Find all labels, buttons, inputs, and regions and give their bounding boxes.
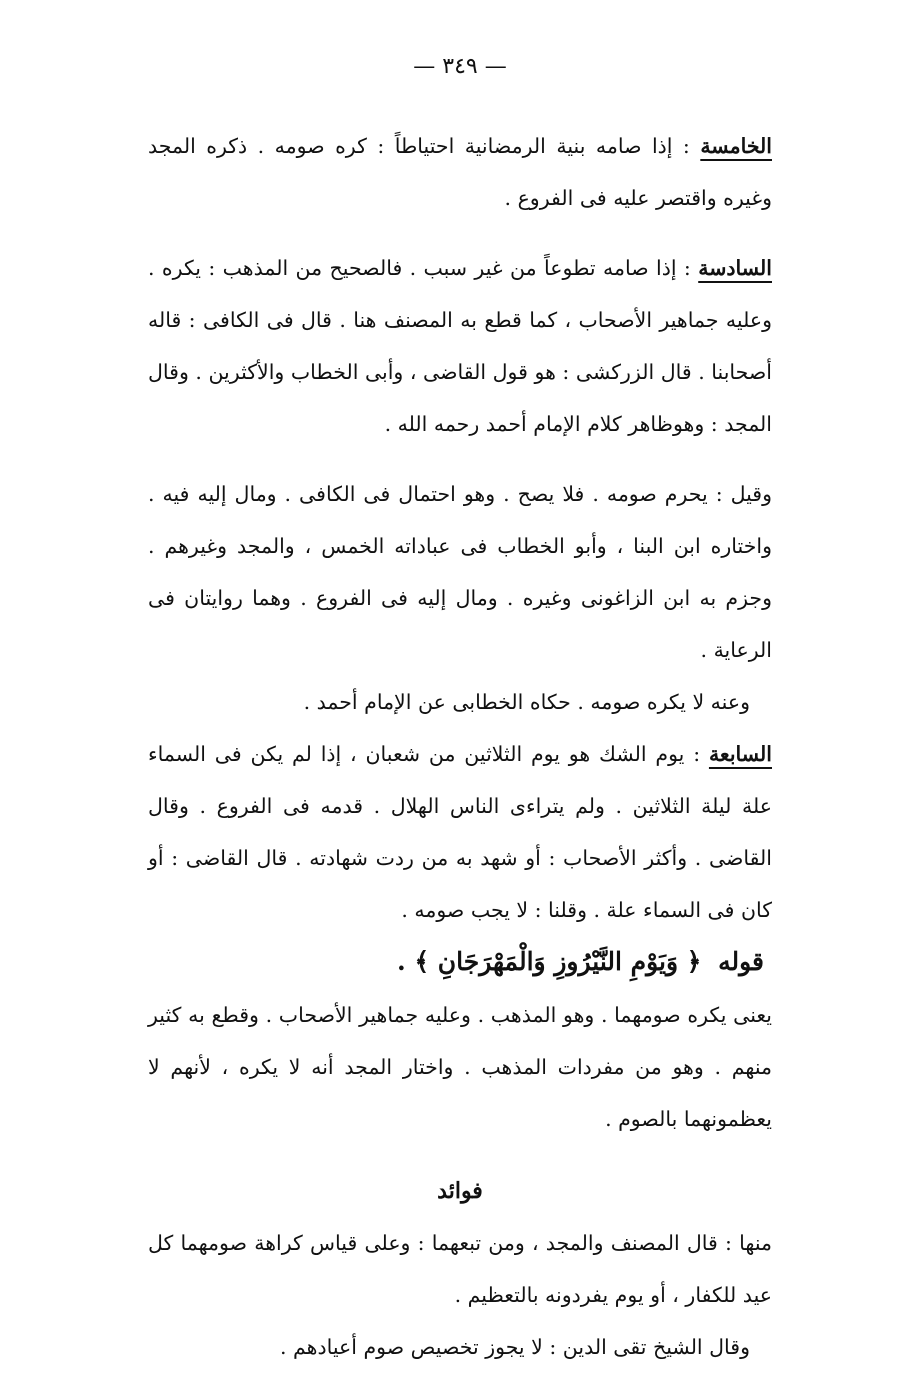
paragraph-seventh — [148, 728, 772, 936]
page-body — [148, 120, 772, 1373]
qawluhu-label: قوله — [718, 947, 764, 976]
paragraph-fifth — [148, 120, 772, 224]
paragraph-shaykh — [148, 1321, 772, 1373]
paragraph-text: وقيل : يحرم صومه . فلا يصح . وهو احتمال فى الكافى . ومال إليه فيه . واختاره ابن البنا ، وأبو الخطاب فى عباداته الخمس ، والمجد وغيرهم . وجزم به ابن الزاغونى وغيره . ومال إليه فى الفروع . وهما روايتان فى الرعاية . — [148, 482, 773, 662]
paragraph-label: السابعة — [708, 742, 772, 766]
paragraph-label: السادسة — [698, 256, 772, 280]
paragraph-minha — [148, 1217, 772, 1321]
quoted-text-line — [148, 936, 772, 989]
quoted-text: ﴿ وَيَوْمِ النَّيْرُوزِ وَالْمَهْرَجَانِ ﴾ . — [397, 947, 711, 976]
page-number: — ٣٤٩ — — [413, 54, 507, 79]
paragraph-qila — [148, 468, 772, 676]
paragraph-label: الخامسة — [700, 134, 772, 158]
section-heading-fawaid: فوائد — [437, 1178, 483, 1204]
paragraph-text: : إذا صامه بنية الرمضانية احتياطاً : كره صومه . ذكره المجد وغيره واقتصر عليه فى الفروع . — [148, 134, 772, 210]
paragraph-text: : إذا صامه تطوعاً من غير سبب . فالصحيح من المذهب : يكره . وعليه جماهير الأصحاب ، كما قطع به المصنف هنا . قال فى الكافى : قاله أصحابنا . قال الزركشى : هو قول القاضى ، وأبى الخطاب والأكثرين . وقال المجد : وهوظاهر كلام الإمام أحمد رحمه الله . — [148, 256, 772, 436]
paragraph-text: منها : قال المصنف والمجد ، ومن تبعهما : وعلى قياس كراهة صومهما كل عيد للكفار ، أو يوم يفردونه بالتعظيم . — [148, 1231, 772, 1307]
paragraph-text: وعنه لا يكره صومه . حكاه الخطابى عن الإمام أحمد . — [303, 690, 750, 714]
paragraph-anhu — [148, 676, 772, 728]
paragraph-commentary — [148, 989, 772, 1145]
paragraph-text: : يوم الشك هو يوم الثلاثين من شعبان ، إذا لم يكن فى السماء علة ليلة الثلاثين . ولم يتراءى الناس الهلال . قدمه فى الفروع . وقال القاضى . وأكثر الأصحاب : أو شهد به من ردت شهادته . قال القاضى : أو كان فى السماء علة . وقلنا : لا يجب صومه . — [148, 742, 772, 922]
paragraph-text: يعنى يكره صومهما . وهو المذهب . وعليه جماهير الأصحاب . وقطع به كثير منهم . وهو من مفردات المذهب . واختار المجد أنه لا يكره ، لأنهم لا يعظمونهما بالصوم . — [148, 1003, 772, 1131]
paragraph-text: وقال الشيخ تقى الدين : لا يجوز تخصيص صوم أعيادهم . — [279, 1335, 750, 1359]
paragraph-sixth — [148, 242, 772, 450]
